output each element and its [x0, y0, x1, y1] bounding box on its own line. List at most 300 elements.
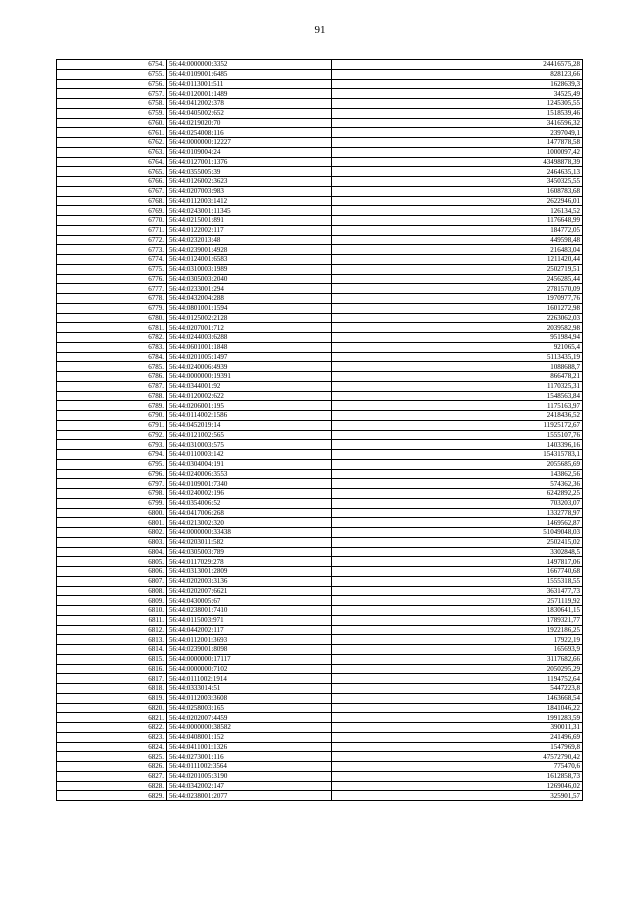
row-number-cell: 6800.	[57, 508, 167, 518]
value-cell: 17922,19	[332, 635, 583, 645]
value-cell: 1628639,3	[332, 79, 583, 89]
table-row	[57, 216, 583, 226]
row-number-cell: 6809.	[57, 596, 167, 606]
value-cell: 34525,49	[332, 89, 583, 99]
value-cell: 703203,07	[332, 498, 583, 508]
table-body	[57, 60, 583, 801]
value-cell: 2781570,09	[332, 284, 583, 294]
table-row	[57, 713, 583, 723]
table-row	[57, 323, 583, 333]
cadastral-number-cell: 56:44:0124001:6583	[167, 255, 332, 265]
value-cell: 2055685,69	[332, 459, 583, 469]
value-cell: 1497817,06	[332, 557, 583, 567]
row-number-cell: 6808.	[57, 586, 167, 596]
value-cell: 1175163,97	[332, 401, 583, 411]
cadastral-number-cell: 56:44:0000000:38582	[167, 723, 332, 733]
value-cell: 2397049,1	[332, 128, 583, 138]
row-number-cell: 6818.	[57, 684, 167, 694]
row-number-cell: 6791.	[57, 420, 167, 430]
cadastral-number-cell: 56:44:0112001:3693	[167, 635, 332, 645]
cadastral-number-cell: 56:44:0109001:7340	[167, 479, 332, 489]
cadastral-number-cell: 56:44:0202003:3136	[167, 576, 332, 586]
value-cell: 951984,94	[332, 333, 583, 343]
cadastral-number-cell: 56:44:0000000:3352	[167, 60, 332, 70]
cadastral-number-cell: 56:44:0126002:3623	[167, 177, 332, 187]
cadastral-number-cell: 56:44:0355005:39	[167, 167, 332, 177]
row-number-cell: 6770.	[57, 216, 167, 226]
cadastral-number-cell: 56:44:0207003:983	[167, 186, 332, 196]
row-number-cell: 6811.	[57, 615, 167, 625]
table-row	[57, 401, 583, 411]
value-cell: 1555107,76	[332, 430, 583, 440]
cadastral-number-cell: 56:44:0202007:4459	[167, 713, 332, 723]
cadastral-number-cell: 56:44:0342002:147	[167, 781, 332, 791]
row-number-cell: 6781.	[57, 323, 167, 333]
value-cell: 1991283,59	[332, 713, 583, 723]
row-number-cell: 6819.	[57, 693, 167, 703]
table-row	[57, 606, 583, 616]
cadastral-number-cell: 56:44:0232013:48	[167, 235, 332, 245]
table-row	[57, 459, 583, 469]
cadastral-number-cell: 56:44:0000000:33438	[167, 528, 332, 538]
cadastral-number-cell: 56:44:0408001:152	[167, 732, 332, 742]
table-row	[57, 596, 583, 606]
table-row	[57, 206, 583, 216]
value-cell: 143862,56	[332, 469, 583, 479]
table-row	[57, 547, 583, 557]
cadastral-number-cell: 56:44:0122002:117	[167, 225, 332, 235]
row-number-cell: 6769.	[57, 206, 167, 216]
table-row	[57, 362, 583, 372]
table-row	[57, 537, 583, 547]
cadastral-number-cell: 56:44:0114002:1586	[167, 411, 332, 421]
value-cell: 24416575,28	[332, 60, 583, 70]
row-number-cell: 6803.	[57, 537, 167, 547]
table-row	[57, 742, 583, 752]
value-cell: 2464635,13	[332, 167, 583, 177]
value-cell: 1245305,55	[332, 99, 583, 109]
cadastral-number-cell: 56:44:0411001:1326	[167, 742, 332, 752]
cadastral-number-cell: 56:44:0238001:2077	[167, 791, 332, 801]
table-row	[57, 157, 583, 167]
value-cell: 11925172,67	[332, 420, 583, 430]
row-number-cell: 6768.	[57, 196, 167, 206]
table-row	[57, 450, 583, 460]
cadastral-number-cell: 56:44:0254008:116	[167, 128, 332, 138]
table-row	[57, 528, 583, 538]
value-cell: 6242892,25	[332, 489, 583, 499]
value-cell: 866478,21	[332, 372, 583, 382]
value-cell: 1477878,58	[332, 138, 583, 148]
row-number-cell: 6825.	[57, 752, 167, 762]
table-row	[57, 99, 583, 109]
cadastral-number-cell: 56:44:0215001:891	[167, 216, 332, 226]
row-number-cell: 6756.	[57, 79, 167, 89]
cadastral-number-cell: 56:44:0111002:1914	[167, 674, 332, 684]
value-cell: 1612858,73	[332, 771, 583, 781]
cadastral-number-cell: 56:44:0305003:789	[167, 547, 332, 557]
row-number-cell: 6780.	[57, 313, 167, 323]
cadastral-number-cell: 56:44:0109004:24	[167, 147, 332, 157]
row-number-cell: 6788.	[57, 391, 167, 401]
row-number-cell: 6805.	[57, 557, 167, 567]
table-row	[57, 654, 583, 664]
table-row	[57, 615, 583, 625]
cadastral-number-cell: 56:44:0239001:4928	[167, 245, 332, 255]
row-number-cell: 6773.	[57, 245, 167, 255]
row-number-cell: 6763.	[57, 147, 167, 157]
cadastral-number-cell: 56:44:0000000:12227	[167, 138, 332, 148]
row-number-cell: 6812.	[57, 625, 167, 635]
table-row	[57, 284, 583, 294]
value-cell: 3631477,73	[332, 586, 583, 596]
value-cell: 1547969,8	[332, 742, 583, 752]
cadastral-number-cell: 56:44:0239001:8098	[167, 645, 332, 655]
row-number-cell: 6813.	[57, 635, 167, 645]
cadastral-number-cell: 56:44:0000000:7102	[167, 664, 332, 674]
row-number-cell: 6795.	[57, 459, 167, 469]
row-number-cell: 6821.	[57, 713, 167, 723]
cadastral-number-cell: 56:44:0127001:1376	[167, 157, 332, 167]
value-cell: 241496,69	[332, 732, 583, 742]
row-number-cell: 6823.	[57, 732, 167, 742]
value-cell: 1555318,55	[332, 576, 583, 586]
value-cell: 2502415,02	[332, 537, 583, 547]
row-number-cell: 6790.	[57, 411, 167, 421]
cadastral-number-cell: 56:44:0243001:11345	[167, 206, 332, 216]
row-number-cell: 6760.	[57, 118, 167, 128]
row-number-cell: 6792.	[57, 430, 167, 440]
value-cell: 1000097,42	[332, 147, 583, 157]
row-number-cell: 6762.	[57, 138, 167, 148]
table-row	[57, 313, 583, 323]
cadastral-number-cell: 56:44:0442002:117	[167, 625, 332, 635]
table-row	[57, 674, 583, 684]
table-row	[57, 498, 583, 508]
cadastral-number-cell: 56:44:0417006:268	[167, 508, 332, 518]
cadastral-number-cell: 56:44:0240006:3553	[167, 469, 332, 479]
cadastral-number-cell: 56:44:0219020:70	[167, 118, 332, 128]
value-cell: 43498878,39	[332, 157, 583, 167]
table-row	[57, 79, 583, 89]
table-row	[57, 703, 583, 713]
value-cell: 1463668,54	[332, 693, 583, 703]
cadastral-number-cell: 56:44:0117029:278	[167, 557, 332, 567]
row-number-cell: 6786.	[57, 372, 167, 382]
value-cell: 1608783,68	[332, 186, 583, 196]
cadastral-number-cell: 56:44:0258003:165	[167, 703, 332, 713]
row-number-cell: 6777.	[57, 284, 167, 294]
cadastral-number-cell: 56:44:0313001:2809	[167, 567, 332, 577]
table-row	[57, 128, 583, 138]
table-row	[57, 440, 583, 450]
row-number-cell: 6783.	[57, 342, 167, 352]
value-cell: 2039582,98	[332, 323, 583, 333]
value-cell: 1176648,99	[332, 216, 583, 226]
cadastral-number-cell: 56:44:0000000:17117	[167, 654, 332, 664]
row-number-cell: 6798.	[57, 489, 167, 499]
row-number-cell: 6827.	[57, 771, 167, 781]
row-number-cell: 6815.	[57, 654, 167, 664]
cadastral-number-cell: 56:44:0112003:3608	[167, 693, 332, 703]
cadastral-number-cell: 56:44:0121002:565	[167, 430, 332, 440]
value-cell: 5447223,8	[332, 684, 583, 694]
table-row	[57, 255, 583, 265]
table-row	[57, 381, 583, 391]
row-number-cell: 6828.	[57, 781, 167, 791]
row-number-cell: 6778.	[57, 294, 167, 304]
cadastral-number-cell: 56:44:0113001:511	[167, 79, 332, 89]
value-cell: 1548563,84	[332, 391, 583, 401]
table-row	[57, 411, 583, 421]
cadastral-number-cell: 56:44:0000000:19391	[167, 372, 332, 382]
table-row	[57, 372, 583, 382]
row-number-cell: 6789.	[57, 401, 167, 411]
row-number-cell: 6822.	[57, 723, 167, 733]
cadastral-number-cell: 56:44:0304004:191	[167, 459, 332, 469]
table-row	[57, 235, 583, 245]
row-number-cell: 6817.	[57, 674, 167, 684]
table-row	[57, 557, 583, 567]
cadastral-number-cell: 56:44:0201005:1497	[167, 352, 332, 362]
value-cell: 47572790,42	[332, 752, 583, 762]
table-row	[57, 352, 583, 362]
table-row	[57, 167, 583, 177]
cadastral-number-cell: 56:44:0305003:2040	[167, 274, 332, 284]
cadastral-number-cell: 56:44:0110003:142	[167, 450, 332, 460]
value-cell: 216483,04	[332, 245, 583, 255]
row-number-cell: 6754.	[57, 60, 167, 70]
table-row	[57, 196, 583, 206]
row-number-cell: 6767.	[57, 186, 167, 196]
row-number-cell: 6759.	[57, 108, 167, 118]
value-cell: 126134,52	[332, 206, 583, 216]
table-row	[57, 264, 583, 274]
row-number-cell: 6802.	[57, 528, 167, 538]
value-cell: 390011,31	[332, 723, 583, 733]
row-number-cell: 6814.	[57, 645, 167, 655]
row-number-cell: 6806.	[57, 567, 167, 577]
cadastral-number-cell: 56:44:0238001:7410	[167, 606, 332, 616]
row-number-cell: 6797.	[57, 479, 167, 489]
table-row	[57, 518, 583, 528]
cadastral-number-cell: 56:44:0405002:652	[167, 108, 332, 118]
table-row	[57, 752, 583, 762]
value-cell: 2263062,03	[332, 313, 583, 323]
row-number-cell: 6757.	[57, 89, 167, 99]
value-cell: 1970977,76	[332, 294, 583, 304]
cadastral-number-cell: 56:44:0244003:6288	[167, 333, 332, 343]
cadastral-value-table	[56, 59, 583, 801]
table-row	[57, 664, 583, 674]
row-number-cell: 6820.	[57, 703, 167, 713]
value-cell: 5113435,19	[332, 352, 583, 362]
table-row	[57, 625, 583, 635]
value-cell: 1194752,64	[332, 674, 583, 684]
cadastral-number-cell: 56:44:0432004:288	[167, 294, 332, 304]
table-row	[57, 60, 583, 70]
table-row	[57, 303, 583, 313]
row-number-cell: 6764.	[57, 157, 167, 167]
cadastral-number-cell: 56:44:0207001:712	[167, 323, 332, 333]
row-number-cell: 6804.	[57, 547, 167, 557]
row-number-cell: 6793.	[57, 440, 167, 450]
table-row	[57, 489, 583, 499]
table-row	[57, 635, 583, 645]
table-row	[57, 118, 583, 128]
cadastral-number-cell: 56:44:0120002:622	[167, 391, 332, 401]
value-cell: 165693,9	[332, 645, 583, 655]
table-row	[57, 791, 583, 801]
row-number-cell: 6779.	[57, 303, 167, 313]
value-cell: 2456285,44	[332, 274, 583, 284]
row-number-cell: 6824.	[57, 742, 167, 752]
cadastral-number-cell: 56:44:0233001:294	[167, 284, 332, 294]
cadastral-number-cell: 56:44:0310003:1989	[167, 264, 332, 274]
value-cell: 1211420,44	[332, 255, 583, 265]
page-number: 91	[314, 24, 326, 36]
row-number-cell: 6782.	[57, 333, 167, 343]
value-cell: 1841046,22	[332, 703, 583, 713]
value-cell: 2622946,01	[332, 196, 583, 206]
row-number-cell: 6772.	[57, 235, 167, 245]
table-row	[57, 333, 583, 343]
row-number-cell: 6801.	[57, 518, 167, 528]
cadastral-number-cell: 56:44:0111002:3564	[167, 762, 332, 772]
cadastral-number-cell: 56:44:0213002:320	[167, 518, 332, 528]
table-row	[57, 567, 583, 577]
row-number-cell: 6826.	[57, 762, 167, 772]
cadastral-number-cell: 56:44:0201005:3190	[167, 771, 332, 781]
table-row	[57, 186, 583, 196]
row-number-cell: 6829.	[57, 791, 167, 801]
table-row	[57, 732, 583, 742]
table-row	[57, 294, 583, 304]
value-cell: 1469562,87	[332, 518, 583, 528]
table-row	[57, 225, 583, 235]
cadastral-number-cell: 56:44:0412002:378	[167, 99, 332, 109]
table-row	[57, 138, 583, 148]
table-row	[57, 430, 583, 440]
cadastral-number-cell: 56:44:0801001:1594	[167, 303, 332, 313]
table-row	[57, 391, 583, 401]
table-row	[57, 420, 583, 430]
value-cell: 1403396,16	[332, 440, 583, 450]
value-cell: 3117682,66	[332, 654, 583, 664]
value-cell: 184772,05	[332, 225, 583, 235]
row-number-cell: 6755.	[57, 69, 167, 79]
value-cell: 449598,48	[332, 235, 583, 245]
value-cell: 921065,4	[332, 342, 583, 352]
table-row	[57, 508, 583, 518]
table-row	[57, 274, 583, 284]
cadastral-number-cell: 56:44:0310003:575	[167, 440, 332, 450]
table-row	[57, 586, 583, 596]
value-cell: 775470,6	[332, 762, 583, 772]
row-number-cell: 6771.	[57, 225, 167, 235]
row-number-cell: 6785.	[57, 362, 167, 372]
table-row	[57, 762, 583, 772]
table-row	[57, 693, 583, 703]
value-cell: 1269046,02	[332, 781, 583, 791]
row-number-cell: 6799.	[57, 498, 167, 508]
cadastral-number-cell: 56:44:0109001:6485	[167, 69, 332, 79]
table-row	[57, 723, 583, 733]
cadastral-number-cell: 56:44:0333014:51	[167, 684, 332, 694]
value-cell: 2502719,51	[332, 264, 583, 274]
value-cell: 325901,57	[332, 791, 583, 801]
row-number-cell: 6774.	[57, 255, 167, 265]
table-row	[57, 342, 583, 352]
row-number-cell: 6775.	[57, 264, 167, 274]
cadastral-number-cell: 56:44:0601001:1848	[167, 342, 332, 352]
table-row	[57, 147, 583, 157]
value-cell: 1830641,15	[332, 606, 583, 616]
cadastral-number-cell: 56:44:0206001:195	[167, 401, 332, 411]
row-number-cell: 6761.	[57, 128, 167, 138]
cadastral-number-cell: 56:44:0452019:14	[167, 420, 332, 430]
value-cell: 2418436,52	[332, 411, 583, 421]
value-cell: 1922186,25	[332, 625, 583, 635]
row-number-cell: 6787.	[57, 381, 167, 391]
value-cell: 2050295,29	[332, 664, 583, 674]
value-cell: 1088688,7	[332, 362, 583, 372]
table-row	[57, 771, 583, 781]
row-number-cell: 6776.	[57, 274, 167, 284]
table-row	[57, 177, 583, 187]
cadastral-number-cell: 56:44:0430005:67	[167, 596, 332, 606]
row-number-cell: 6766.	[57, 177, 167, 187]
cadastral-number-cell: 56:44:0125002:2128	[167, 313, 332, 323]
cadastral-number-cell: 56:44:0115003:971	[167, 615, 332, 625]
row-number-cell: 6816.	[57, 664, 167, 674]
row-number-cell: 6796.	[57, 469, 167, 479]
row-number-cell: 6784.	[57, 352, 167, 362]
value-cell: 154315783,1	[332, 450, 583, 460]
cadastral-number-cell: 56:44:0203011:582	[167, 537, 332, 547]
value-cell: 1170325,31	[332, 381, 583, 391]
value-cell: 2571119,92	[332, 596, 583, 606]
value-cell: 1518539,46	[332, 108, 583, 118]
table-row	[57, 108, 583, 118]
row-number-cell: 6807.	[57, 576, 167, 586]
value-cell: 1667740,68	[332, 567, 583, 577]
cadastral-number-cell: 56:44:0240006:4939	[167, 362, 332, 372]
value-cell: 828123,66	[332, 69, 583, 79]
cadastral-number-cell: 56:44:0112003:1412	[167, 196, 332, 206]
cadastral-number-cell: 56:44:0344001:92	[167, 381, 332, 391]
table-row	[57, 645, 583, 655]
cadastral-number-cell: 56:44:0354006:52	[167, 498, 332, 508]
value-cell: 3302848,5	[332, 547, 583, 557]
table-row	[57, 576, 583, 586]
table-row	[57, 69, 583, 79]
cadastral-number-cell: 56:44:0202007:6621	[167, 586, 332, 596]
row-number-cell: 6794.	[57, 450, 167, 460]
value-cell: 3416596,32	[332, 118, 583, 128]
value-cell: 3450325,55	[332, 177, 583, 187]
value-cell: 51049048,03	[332, 528, 583, 538]
table-row	[57, 781, 583, 791]
table-row	[57, 479, 583, 489]
value-cell: 1332778,97	[332, 508, 583, 518]
row-number-cell: 6758.	[57, 99, 167, 109]
value-cell: 574362,36	[332, 479, 583, 489]
table-row	[57, 245, 583, 255]
value-cell: 1601272,98	[332, 303, 583, 313]
cadastral-number-cell: 56:44:0120001:1489	[167, 89, 332, 99]
row-number-cell: 6765.	[57, 167, 167, 177]
